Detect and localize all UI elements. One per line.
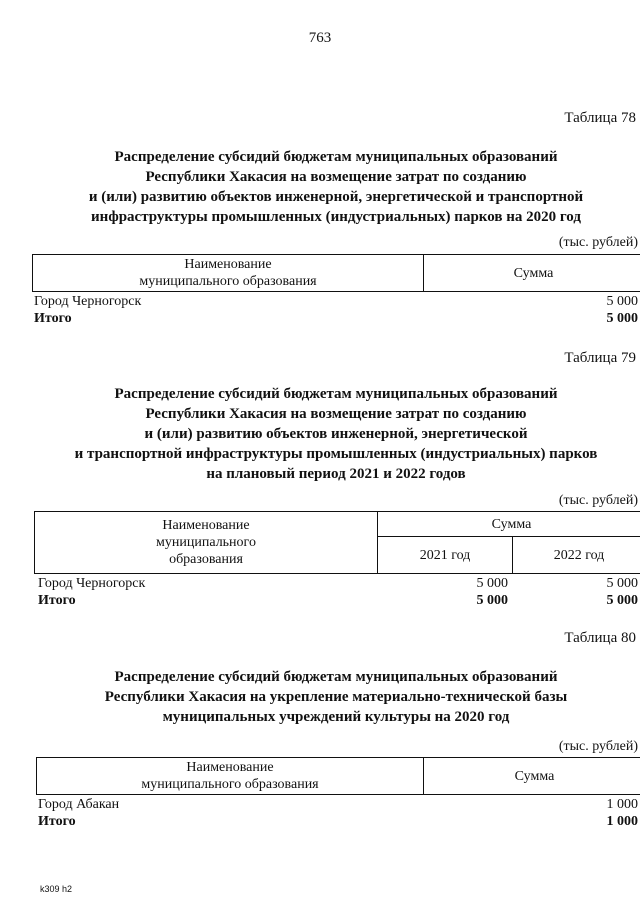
table-body xyxy=(38,575,638,609)
table-row: Город Черногорск 5 000 5 000 xyxy=(38,576,638,591)
unit-label: (тыс. рублей) xyxy=(558,493,638,508)
table-label: Таблица 78 xyxy=(564,110,636,126)
table-header xyxy=(32,254,640,292)
table-label: Таблица 79 xyxy=(564,350,636,366)
table-header xyxy=(36,757,640,795)
table-title: Распределение субсидий бюджетам муниципальных образований Республики Хакасия на возмещение затрат по созданию и (или) развитию объектов инженерной, энергетической и транспортной инфраструктуры промышленных (индустриальных) парков на 2020 год xyxy=(88,149,584,225)
table-label: Таблица 80 xyxy=(564,630,636,646)
header-sum: Сумма xyxy=(378,512,640,537)
table-body xyxy=(38,796,638,830)
table-row-total: Итого 5 000 5 000 xyxy=(38,593,638,608)
table-title: Распределение субсидий бюджетам муниципальных образований Республики Хакасия на укрепление материально-технической базы муниципальных учреждений культуры на 2020 год xyxy=(104,669,568,725)
table-row-total: Итого 5 000 xyxy=(34,311,638,326)
header-name: Наименование муниципального образования xyxy=(35,512,378,574)
table-title: Распределение субсидий бюджетам муниципальных образований Республики Хакасия на возмещение затрат по созданию и (или) развитию объектов инженерной, энергетической и транспортной инфраструктуры промышленных (индустриальных) парков на плановый период 2021 и 2022 годов xyxy=(74,386,598,482)
header-sum: Сумма xyxy=(424,758,640,795)
unit-label: (тыс. рублей) xyxy=(558,235,638,250)
table-row: Город Черногорск 5 000 xyxy=(34,294,638,309)
unit-label: (тыс. рублей) xyxy=(558,739,638,754)
table-header xyxy=(34,511,640,574)
header-name: Наименование муниципального образования xyxy=(37,758,424,795)
header-year-2021: 2021 год xyxy=(378,537,513,574)
table-row: Город Абакан 1 000 xyxy=(38,797,638,812)
table-row-total: Итого 1 000 xyxy=(38,814,638,829)
header-sum: Сумма xyxy=(424,255,640,292)
header-year-2022: 2022 год xyxy=(513,537,640,574)
table-body xyxy=(34,293,638,327)
footer-code: k309 h2 xyxy=(40,884,73,894)
page-number: 763 xyxy=(308,30,332,46)
header-name: Наименование муниципального образования xyxy=(33,255,424,292)
